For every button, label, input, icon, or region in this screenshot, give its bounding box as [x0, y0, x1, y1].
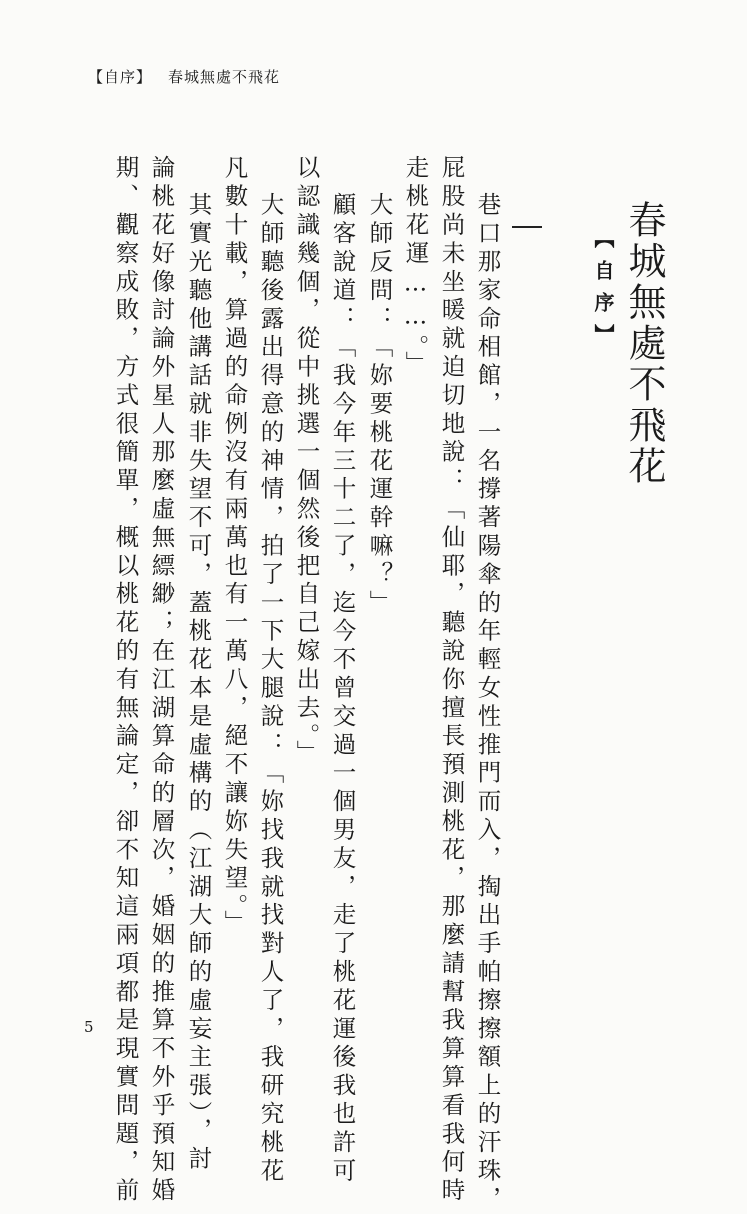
running-head-label: 【自序】 [88, 68, 153, 86]
body-column-8: 凡數十載，算過的命例沒有兩萬也有一萬八，絕不讓妳失望。」 [220, 155, 249, 939]
chapter-title: 春城無處不飛花 [622, 200, 666, 487]
body-column-9: 其實光聽他講話就非失望不可，蓋桃花本是虛構的（江湖大師的虛妄主張），討 [184, 192, 213, 1175]
body-column-1: 巷口那家命相館，一名撐著陽傘的年輕女性推門而入，掏出手帕擦擦額上的汗珠， [473, 192, 502, 1214]
running-head [88, 66, 280, 87]
body-column-5: 顧客說道：「我今年三十二了，迄今不曾交過一個男友，走了桃花運後我也許可 [328, 192, 357, 1186]
page-number: 5 [84, 1018, 94, 1036]
body-column-7: 大師聽後露出得意的神情，拍了一下大腿說：「妳找我就找對人了，我研究桃花 [256, 192, 285, 1186]
running-head-title: 春城無處不飛花 [168, 68, 281, 86]
section-number [510, 212, 544, 242]
body-column-10: 論桃花好像討論外星人那麼虛無縹緲；在江湖算命的層次，婚姻的推算不外乎預知婚 [147, 155, 176, 1206]
body-column-11: 期、觀察成敗，方式很簡單，概以桃花的有無論定，卻不知這兩項都是現實問題，前 [111, 155, 140, 1206]
body-column-6: 以認識幾個，從中挑選一個然後把自己嫁出去。」 [292, 155, 321, 769]
chapter-subtitle: 【自序】 [591, 228, 615, 356]
body-column-3: 走桃花運……。」 [401, 155, 430, 380]
body-column-4: 大師反問：「妳要桃花運幹嘛？」 [365, 192, 394, 618]
body-column-2: 屁股尚未坐暖就迫切地說：「仙耶，聽說你擅長預測桃花，那麼請幫我算算看我何時 [437, 155, 466, 1206]
section-number-glyph [512, 226, 542, 228]
